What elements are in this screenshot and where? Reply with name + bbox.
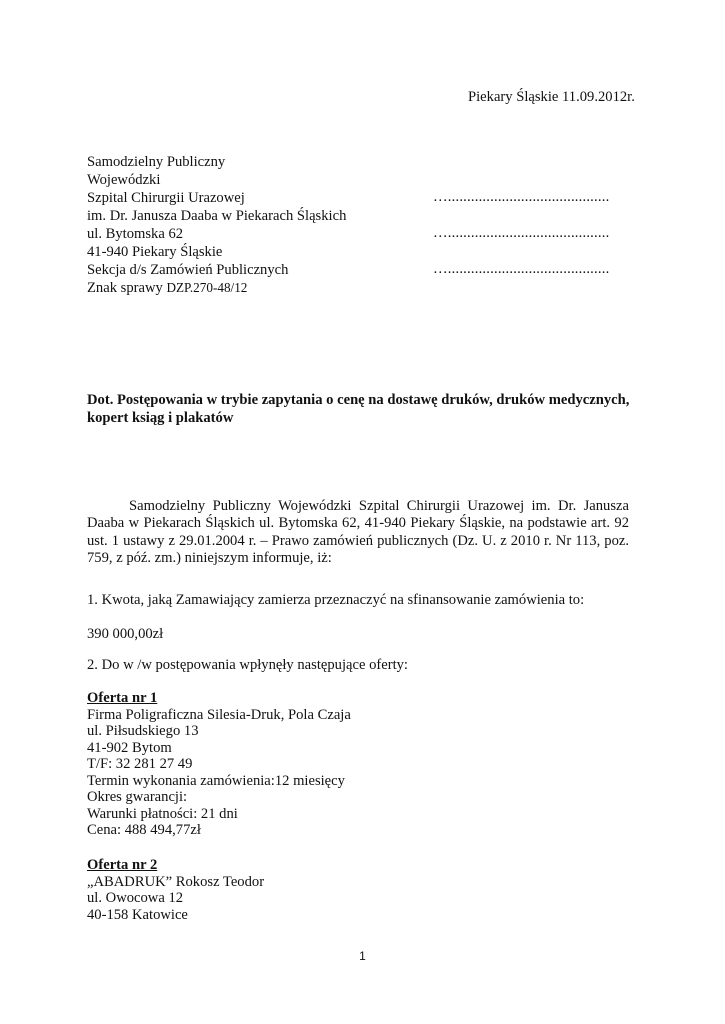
recipient-field: ….......................................... <box>433 189 610 205</box>
offer-title: Oferta nr 2 <box>87 857 158 873</box>
offer-title: Oferta nr 1 <box>87 690 158 706</box>
offer-line: „ABADRUK” Rokosz Teodor <box>87 873 265 890</box>
offer-2 <box>87 857 264 923</box>
offer-line: 41-902 Bytom <box>87 739 172 756</box>
offer-line: Okres gwarancji: <box>87 789 188 805</box>
place-date: Piekary Śląskie 11.09.2012r. <box>468 89 635 105</box>
intro-paragraph: Samodzielny Publiczny Wojewódzki Szpital Chirurgii Urazowej im. Dr. Janusza Daaba w Piekarach Śląskich ul. Bytomska 62, 41-940 Piekary Śląskie, na podstawie art. 92 ust. 1 ustawy z 29.01.2004 r. – Prawo zamówień publicznych (Dz. U. z 2010 r. Nr 113, poz. 759, z póź. zm.) niniejszym informuje, iż: <box>87 498 629 567</box>
subject-line: Dot. Postępowania w trybie zapytania o cenę na dostawę druków, druków medycznych, <box>87 392 630 408</box>
subject-line: kopert ksiąg i plakatów <box>87 410 234 426</box>
amount: 390 000,00zł <box>87 626 164 642</box>
recipient-field: ….......................................... <box>433 261 610 277</box>
offer-line: Cena: 488 494,77zł <box>87 822 201 838</box>
recipient-field: ….......................................... <box>433 225 610 241</box>
sender-line: Szpital Chirurgii Urazowej <box>87 190 245 206</box>
sender-line: Sekcja d/s Zamówień Publicznych <box>87 262 289 278</box>
offer-line: T/F: 32 281 27 49 <box>87 756 193 772</box>
offer-line: Termin wykonania zamówienia:12 miesięcy <box>87 772 345 789</box>
page-number: 1 <box>359 949 366 963</box>
sender-line: im. Dr. Janusza Daaba w Piekarach Śląskich <box>87 208 347 224</box>
sender-line: Wojewódzki <box>87 172 161 188</box>
sender-line: 41-940 Piekary Śląskie <box>87 244 223 260</box>
offer-line: ul. Piłsudskiego 13 <box>87 723 199 739</box>
point-1: 1. Kwota, jaką Zamawiający zamierza przeznaczyć na sfinansowanie zamówienia to: <box>87 592 585 608</box>
case-label: Znak sprawy <box>87 280 167 296</box>
offer-line: Warunki płatności: 21 dni <box>87 805 238 822</box>
point-2: 2. Do w /w postępowania wpłynęły następujące oferty: <box>87 657 408 673</box>
offer-line: ul. Owocowa 12 <box>87 890 184 906</box>
offer-line: 40-158 Katowice <box>87 906 188 923</box>
sender-line: Samodzielny Publiczny <box>87 154 226 170</box>
sender-block <box>87 153 346 297</box>
case-reference <box>87 279 346 297</box>
offer-1 <box>87 690 351 839</box>
subject <box>87 391 629 427</box>
offer-line: Firma Poligraficzna Silesia-Druk, Pola Czaja <box>87 706 351 723</box>
sender-line: ul. Bytomska 62 <box>87 226 184 242</box>
case-number: DZP.270-48/12 <box>166 280 248 295</box>
